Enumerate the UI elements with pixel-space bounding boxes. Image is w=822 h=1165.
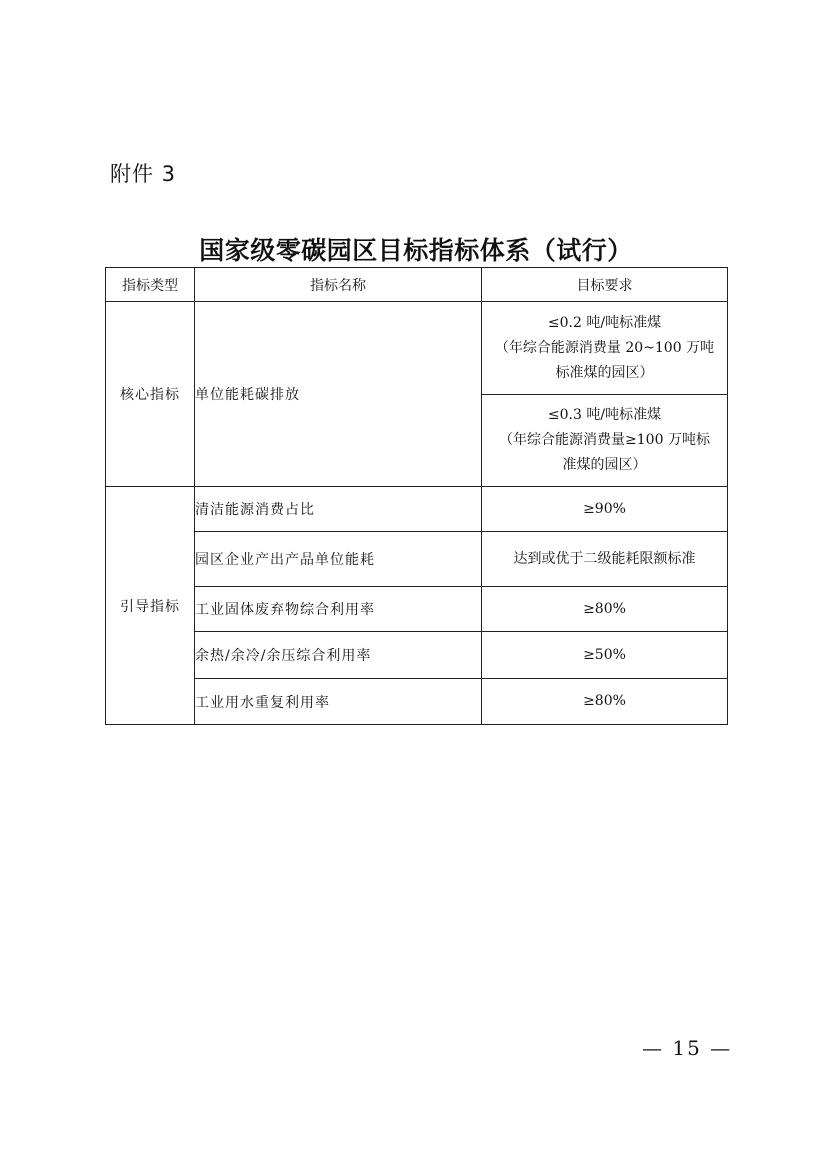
core-requirement-1-note-line1: （年综合能源消费量 20~100 万吨 (494, 339, 715, 356)
page-number: — 15 — (642, 1036, 733, 1060)
guide-indicator-name-3: 工业固体废弃物综合利用率 (195, 587, 482, 632)
table-row-guide-1 (106, 487, 728, 532)
table-header-row (106, 268, 728, 302)
guide-indicator-name-1: 清洁能源消费占比 (195, 487, 482, 532)
table-row-guide-4 (106, 632, 728, 679)
core-indicator-type: 核心指标 (106, 302, 195, 487)
core-requirement-1 (482, 302, 728, 395)
guide-indicator-name-2: 园区企业产出产品单位能耗 (195, 532, 482, 587)
core-requirement-1-note-line2: 标准煤的园区） (555, 364, 654, 381)
core-requirement-1-value: ≤0.2 吨/吨标准煤 (547, 314, 662, 331)
guide-indicator-type: 引导指标 (106, 487, 195, 725)
table-row-core-1 (106, 302, 728, 395)
guide-requirement-4: ≥50% (482, 632, 728, 679)
attachment-label: 附件 3 (110, 162, 177, 186)
table-row-guide-5 (106, 679, 728, 725)
document-title: 国家级零碳园区目标指标体系（试行） (199, 236, 633, 265)
guide-requirement-1: ≥90% (482, 487, 728, 532)
core-requirement-2-note-line1: （年综合能源消费量≥100 万吨标 (499, 432, 710, 448)
core-requirement-2 (482, 395, 728, 487)
indicator-table (105, 267, 728, 725)
table-row-guide-2 (106, 532, 728, 587)
header-target-requirement: 目标要求 (482, 268, 728, 302)
table-row-guide-3 (106, 587, 728, 632)
guide-requirement-2: 达到或优于二级能耗限额标准 (482, 532, 728, 587)
core-indicator-name: 单位能耗碳排放 (195, 302, 482, 487)
header-indicator-type: 指标类型 (106, 268, 195, 302)
core-requirement-2-note-line2: 准煤的园区） (562, 457, 647, 473)
guide-requirement-5: ≥80% (482, 679, 728, 725)
guide-indicator-name-4: 余热/余冷/余压综合利用率 (195, 632, 482, 679)
guide-indicator-name-5: 工业用水重复利用率 (195, 679, 482, 725)
header-indicator-name: 指标名称 (195, 268, 482, 302)
core-requirement-2-value: ≤0.3 吨/吨标准煤 (547, 407, 662, 423)
guide-requirement-3: ≥80% (482, 587, 728, 632)
